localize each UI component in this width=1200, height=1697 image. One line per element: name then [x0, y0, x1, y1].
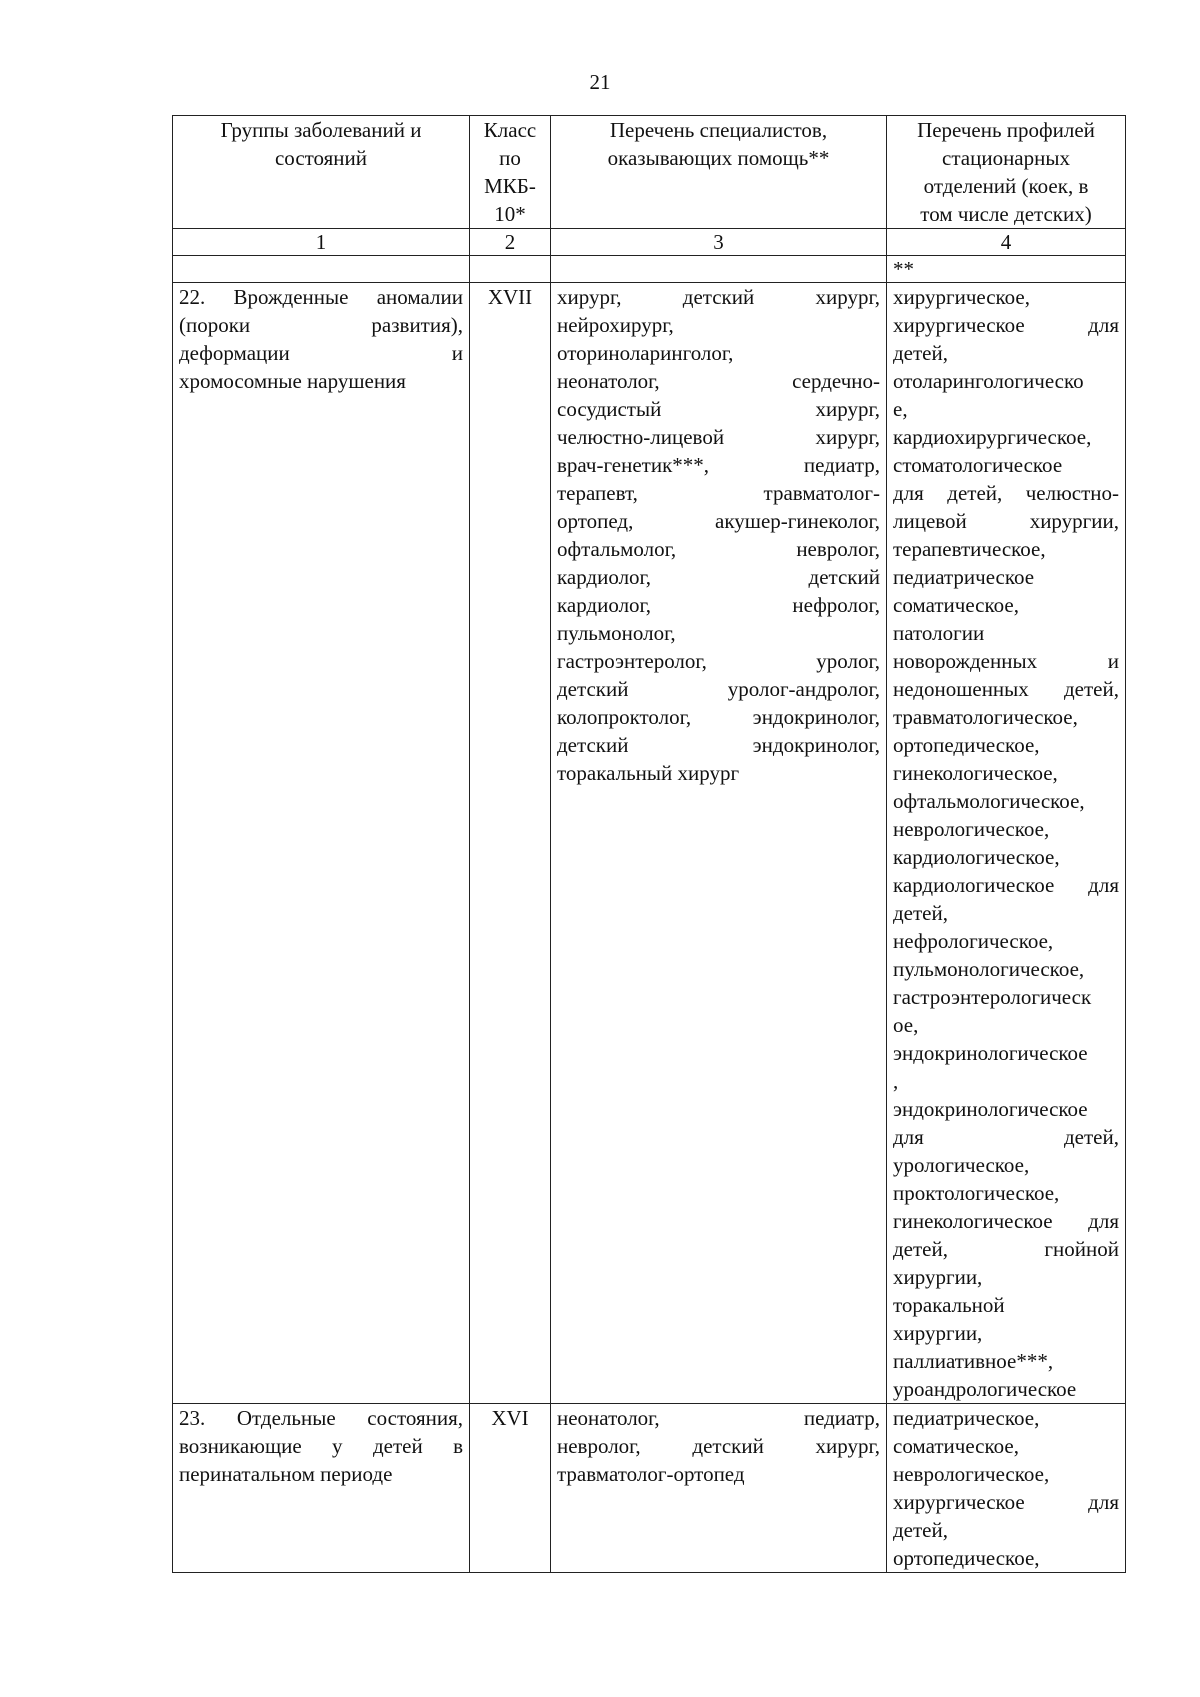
cell-text-line: неонатолог, педиатр,	[557, 1406, 880, 1430]
cell-text-line: патологии	[893, 621, 985, 645]
cell-text-line: пульмонологическое,	[893, 957, 1085, 981]
cell-text-line: (пороки развития),	[179, 313, 463, 337]
cell-text-line: возникающие у детей в	[179, 1434, 463, 1458]
header-line: отделений (коек, в	[923, 174, 1089, 198]
cell-text-line: детей,	[893, 901, 948, 925]
cell-text-line: нейрохирург,	[557, 313, 674, 337]
cell-text-line: соматическое,	[893, 1434, 1019, 1458]
icd-class-cell: XVII	[470, 283, 551, 1404]
cell-text-line: паллиативное***,	[893, 1349, 1054, 1373]
cell-text-line: кардиолог, нефролог,	[557, 593, 880, 617]
cell-text-line: кардиолог, детский	[557, 565, 880, 589]
cell-text-line: врач-генетик***, педиатр,	[557, 453, 880, 477]
cell-text-line: хирургическое для	[893, 1490, 1119, 1514]
cell-text-line: неонатолог, сердечно-	[557, 369, 880, 393]
column-number: 2	[470, 229, 551, 256]
cell-text-line: детский эндокринолог,	[557, 733, 880, 757]
header-line: Класс	[483, 118, 537, 142]
cell-text-line: нефрологическое,	[893, 929, 1054, 953]
column-number: 3	[551, 229, 887, 256]
header-line: стационарных	[942, 146, 1070, 170]
cell-text-line: перинатальном периоде	[179, 1462, 393, 1486]
header-line: Перечень специалистов,	[609, 118, 828, 142]
cell-text-line: новорожденных и	[893, 649, 1119, 673]
medical-care-table	[172, 115, 1126, 1573]
specialists-cell	[551, 1404, 887, 1573]
disease-group-cell	[173, 1404, 470, 1573]
cell-text-line: торакальной	[893, 1293, 1005, 1317]
cell-text-line: терапевт, травматолог-	[557, 481, 880, 505]
cell-text-line: эндокринологическое	[893, 1041, 1088, 1065]
cell-text-line: сосудистый хирург,	[557, 397, 880, 421]
cell-text-line: для детей, челюстно-	[893, 481, 1119, 505]
header-line: МКБ-	[484, 174, 536, 198]
header-line: по	[499, 146, 521, 170]
cell-text-line: гастроэнтерологическ	[893, 985, 1092, 1009]
cell-text-line: гинекологическое для	[893, 1209, 1119, 1233]
cell-text-line: офтальмолог, невролог,	[557, 537, 880, 561]
cell-text-line: эндокринологическое	[893, 1097, 1088, 1121]
cell-text-line: 22. Врожденные аномалии	[179, 285, 463, 309]
header-line: том числе детских)	[920, 202, 1092, 226]
header-line: оказывающих помощь**	[607, 146, 830, 170]
cell-text-line: лицевой хирургии,	[893, 509, 1119, 533]
specialists-cell	[551, 283, 887, 1404]
cell-text-line: недоношенных детей,	[893, 677, 1119, 701]
cell-text-line: хромосомные нарушения	[179, 369, 406, 393]
cell-text-line: детей, гнойной	[893, 1237, 1119, 1261]
header-icd-class	[470, 116, 551, 229]
header-row	[173, 116, 1126, 229]
empty-cell	[173, 256, 470, 283]
cell-text-line: гастроэнтеролог, уролог,	[557, 649, 880, 673]
cell-text-line: пульмонолог,	[557, 621, 676, 645]
page-number: 21	[589, 70, 611, 94]
cell-text-line: для детей,	[893, 1125, 1119, 1149]
table-row	[173, 283, 1126, 1404]
cell-text-line: травматологическое,	[893, 705, 1078, 729]
cell-text-line: ортопед, акушер-гинеколог,	[557, 509, 880, 533]
cell-text-line: хирургии,	[893, 1321, 983, 1345]
cell-text-line: соматическое,	[893, 593, 1019, 617]
cell-text-line: педиатрическое	[893, 565, 1035, 589]
cell-text-line: хирургии,	[893, 1265, 983, 1289]
cell-text-line: ,	[893, 1069, 899, 1093]
empty-cell	[470, 256, 551, 283]
cell-text-line: колопроктолог, эндокринолог,	[557, 705, 880, 729]
cell-text-line: кардиохирургическое,	[893, 425, 1092, 449]
ward-profiles-cell	[887, 283, 1126, 1404]
cell-text-line: торакальный хирург	[557, 761, 740, 785]
header-specialists	[551, 116, 887, 229]
continuation-row	[173, 256, 1126, 283]
icd-class-cell: XVI	[470, 1404, 551, 1573]
column-number: 1	[173, 229, 470, 256]
cell-text-line: детский уролог-андролог,	[557, 677, 880, 701]
table-row	[173, 1404, 1126, 1573]
cell-text-line: отоларингологическо	[893, 369, 1084, 393]
ward-profiles-cell	[887, 1404, 1126, 1573]
header-line: Группы заболеваний и	[220, 118, 422, 142]
cell-text-line: ортопедическое,	[893, 1546, 1040, 1570]
cell-text-line: оториноларинголог,	[557, 341, 734, 365]
cell-text-line: гинекологическое,	[893, 761, 1058, 785]
cell-text-line: ое,	[893, 1013, 919, 1037]
cell-text-line: хирург, детский хирург,	[557, 285, 880, 309]
cell-text-line: кардиологическое для	[893, 873, 1119, 897]
continuation-footnote-mark: **	[887, 256, 1126, 283]
cell-text-line: педиатрическое,	[893, 1406, 1040, 1430]
cell-text-line: детей,	[893, 1518, 948, 1542]
disease-group-cell	[173, 283, 470, 1404]
header-line: состояний	[274, 146, 368, 170]
header-line: Перечень профилей	[917, 118, 1095, 142]
cell-text-line: деформации и	[179, 341, 463, 365]
cell-text-line: невролог, детский хирург,	[557, 1434, 880, 1458]
cell-text-line: неврологическое,	[893, 817, 1050, 841]
header-ward-profiles	[887, 116, 1126, 229]
column-number: 4	[887, 229, 1126, 256]
cell-text-line: челюстно-лицевой хирург,	[557, 425, 880, 449]
empty-cell	[551, 256, 887, 283]
cell-text-line: стоматологическое	[893, 453, 1063, 477]
header-line: 10*	[494, 202, 526, 226]
cell-text-line: ортопедическое,	[893, 733, 1040, 757]
cell-text-line: травматолог-ортопед	[557, 1462, 745, 1486]
header-disease-groups	[173, 116, 470, 229]
cell-text-line: урологическое,	[893, 1153, 1030, 1177]
cell-text-line: офтальмологическое,	[893, 789, 1085, 813]
cell-text-line: 23. Отдельные состояния,	[179, 1406, 463, 1430]
cell-text-line: детей,	[893, 341, 948, 365]
cell-text-line: е,	[893, 397, 908, 421]
column-number-row	[173, 229, 1126, 256]
cell-text-line: кардиологическое,	[893, 845, 1060, 869]
cell-text-line: хирургическое,	[893, 285, 1031, 309]
cell-text-line: хирургическое для	[893, 313, 1119, 337]
cell-text-line: проктологическое,	[893, 1181, 1060, 1205]
cell-text-line: уроандрологическое	[893, 1377, 1077, 1401]
cell-text-line: неврологическое,	[893, 1462, 1050, 1486]
cell-text-line: терапевтическое,	[893, 537, 1046, 561]
